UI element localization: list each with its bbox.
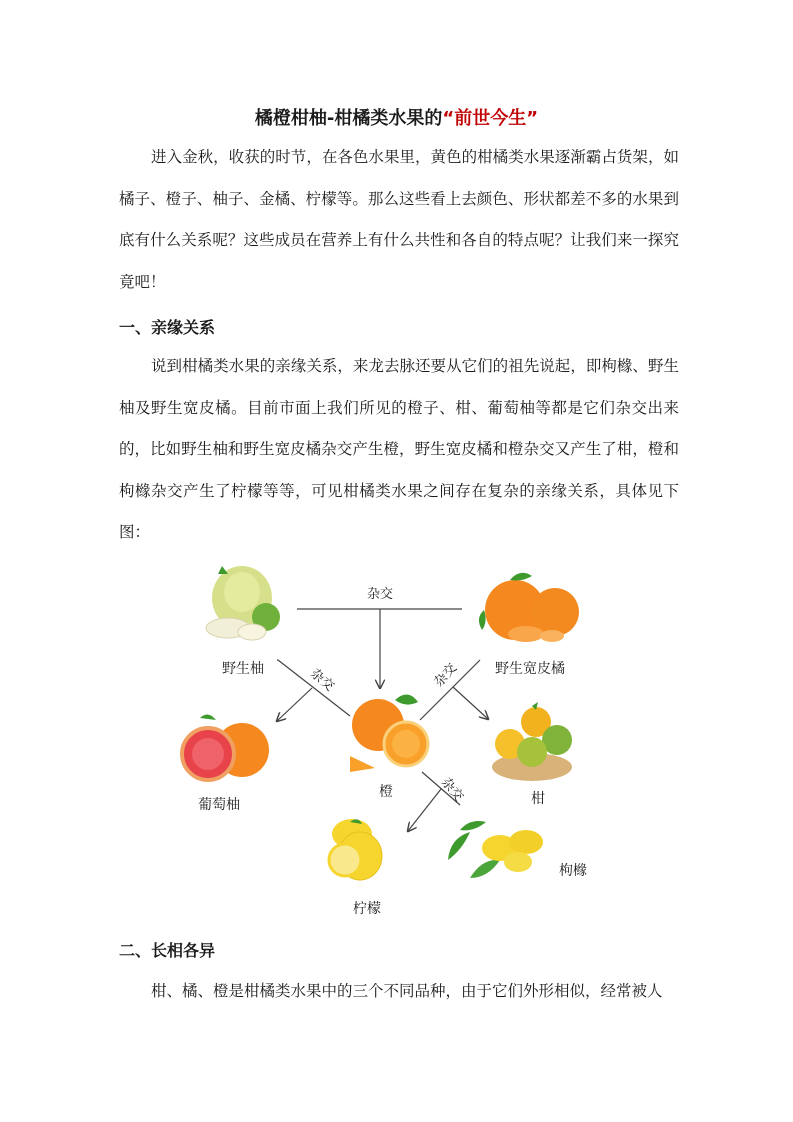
section1-paragraph [119,346,679,554]
title-main: 橘橙柑柚-柑橘类水果的 [254,108,443,129]
hybrid-label-left: 杂交 [307,666,337,695]
label-lemon: 柠檬 [353,901,381,917]
tangerine-image [492,702,572,781]
label-grapefruit: 葡萄柚 [198,797,240,813]
hybrid-label-right: 杂交 [431,660,461,691]
section2-paragraph [119,971,679,1013]
citrus-lineage-diagram [170,560,610,930]
lemon-image [329,819,382,880]
label-orange: 橙 [379,784,393,800]
section1-text: 说到柑橘类水果的亲缘关系，来龙去脉还要从它们的祖先说起，即枸橼、野生柚及野生宽皮橘。目前市面上我们所见的橙子、柑、葡萄柚等都是它们杂交出来的，比如野生柚和野生宽皮橘杂交产生橙，野生宽皮橘和橙杂交又产生了柑，橙和枸橼杂交产生了柠檬等等，可见柑橘类水果之间存在复杂的亲缘关系，具体见下图： [119,357,679,541]
hybrid-label-bottom: 杂交 [437,775,467,805]
section2-text: 柑、橘、橙是柑橘类水果中的三个不同品种，由于它们外形相似，经常被人 [151,982,663,1000]
lineage-svg [170,560,610,930]
grapefruit-image [182,714,269,780]
hybrid-label-top: 杂交 [367,587,394,602]
label-wild-mandarin: 野生宽皮橘 [495,661,565,677]
intro-text: 进入金秋，收获的时节，在各色水果里，黄色的柑橘类水果逐渐霸占货架，如橘子、橙子、柚子、金橘、柠檬等。那么这些看上去颜色、形状都差不多的水果到底有什么关系呢？这些成员在营养上有什么共性和各自的特点呢？让我们来一探究竟吧！ [119,148,679,291]
orange-image [350,694,428,772]
title-highlight: “前世今生” [442,108,539,129]
citron-image [448,821,543,878]
label-mandarin: 柑 [531,791,545,807]
document-title [0,104,793,130]
label-wild-pomelo: 野生柚 [222,661,264,677]
intro-paragraph [119,137,679,303]
section2-heading: 二、长相各异 [119,941,216,960]
pomelo-image [206,566,280,640]
section1-heading: 一、亲缘关系 [119,318,216,337]
mandarin-image [479,573,579,642]
label-citron: 枸橼 [559,863,587,879]
